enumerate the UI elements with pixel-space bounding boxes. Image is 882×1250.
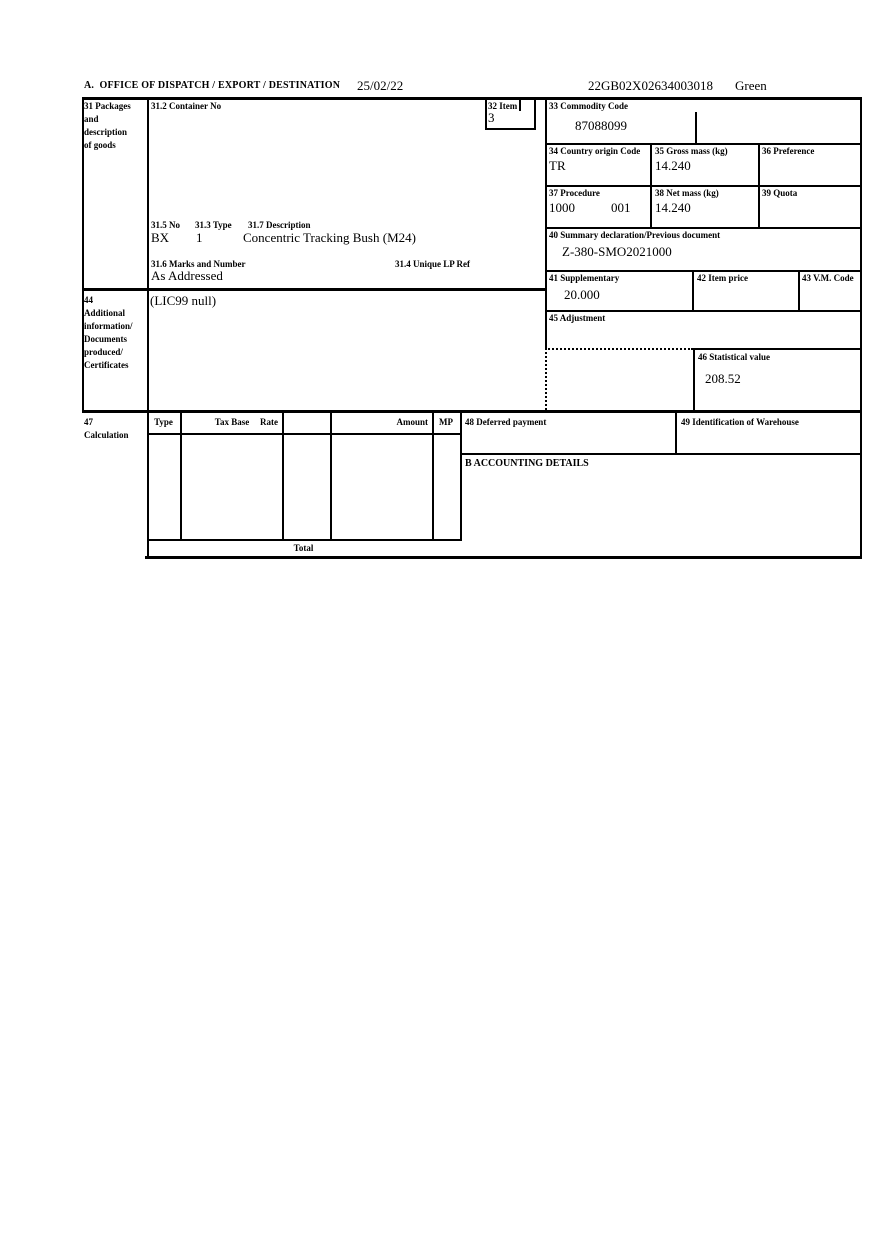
- routing-status: Green: [735, 78, 767, 93]
- office-of-dispatch-label: A. OFFICE OF DISPATCH / EXPORT / DESTINATION: [84, 80, 341, 91]
- box-40-previous-document-label: 40 Summary declaration/Previous document: [549, 230, 721, 240]
- box-39-quota-label: 39 Quota: [762, 188, 798, 198]
- declaration-date: 25/02/22: [357, 78, 404, 93]
- grid-line: [460, 453, 862, 455]
- box-31-6-marks-label: 31.6 Marks and Number: [151, 259, 246, 269]
- grid-line: [693, 348, 695, 410]
- calc-total-label: Total: [293, 543, 314, 553]
- grid-line: [485, 128, 536, 130]
- grid-line: [545, 227, 862, 229]
- grid-line: [798, 270, 800, 310]
- grid-line: [545, 185, 862, 187]
- grid-line: [650, 143, 652, 227]
- calc-col-type-header: Type: [154, 417, 173, 427]
- grid-line: [147, 539, 460, 541]
- box-37-procedure-value-1: 1000: [549, 200, 575, 215]
- calc-col-mp-header: MP: [439, 417, 453, 427]
- box-31-4-unique-lp-ref-label: 31.4 Unique LP Ref: [395, 259, 471, 269]
- box-40-previous-document-value: Z-380-SMO2021000: [562, 244, 672, 259]
- box-43-vm-code-label: 43 V.M. Code: [802, 273, 854, 283]
- grid-line: [485, 97, 487, 130]
- box-44-additional-info-value: (LIC99 null): [150, 293, 217, 308]
- grid-line: [545, 97, 547, 348]
- box-31-7-description-label: 31.7 Description: [248, 220, 311, 230]
- box-47-calculation-label: 47 Calculation: [84, 417, 129, 440]
- box-33-commodity-code-label: 33 Commodity Code: [549, 101, 628, 111]
- box-31-7-description-value: Concentric Tracking Bush (M24): [243, 230, 416, 245]
- grid-line: [282, 413, 284, 541]
- box-46-statistical-value-label: 46 Statistical value: [698, 352, 770, 362]
- calc-col-amount-header: Amount: [396, 417, 428, 427]
- dotted-grid-line: [545, 348, 693, 350]
- grid-line: [180, 413, 182, 541]
- grid-line: [860, 97, 862, 559]
- grid-line: [82, 288, 547, 291]
- box-49-warehouse-label: 49 Identification of Warehouse: [681, 417, 799, 427]
- grid-line: [330, 413, 332, 541]
- box-31-5-no-label: 31.5 No: [151, 220, 180, 230]
- box-31-6-marks-value: As Addressed: [151, 268, 223, 283]
- grid-line: [545, 143, 862, 145]
- grid-line: [695, 112, 697, 143]
- grid-line: [147, 433, 460, 435]
- declaration-reference: 22GB02X02634003018: [588, 78, 713, 93]
- box-37-procedure-label: 37 Procedure: [549, 188, 600, 198]
- box-42-item-price-label: 42 Item price: [697, 273, 748, 283]
- box-38-net-mass-label: 38 Net mass (kg): [655, 188, 719, 198]
- grid-line: [82, 410, 862, 413]
- box-45-adjustment-label: 45 Adjustment: [549, 313, 606, 323]
- box-46-statistical-value-value: 208.52: [705, 371, 741, 386]
- grid-line: [147, 97, 149, 559]
- grid-line: [545, 310, 862, 312]
- box-35-gross-mass-label: 35 Gross mass (kg): [655, 146, 728, 156]
- box-34-country-origin-value: TR: [549, 158, 566, 173]
- grid-line: [545, 270, 862, 272]
- grid-line: [82, 97, 862, 100]
- grid-line: [460, 413, 462, 541]
- box-36-preference-label: 36 Preference: [762, 146, 815, 156]
- box-44-additional-info-label: 44 Additional information/ Documents produced/ Certificates: [84, 295, 133, 370]
- grid-line: [145, 556, 862, 559]
- grid-line: [534, 97, 536, 130]
- grid-line: [675, 413, 677, 453]
- box-41-supplementary-label: 41 Supplementary: [549, 273, 620, 283]
- grid-line: [692, 270, 694, 310]
- box-33-commodity-code-value: 87088099: [575, 118, 627, 133]
- box-48-deferred-payment-label: 48 Deferred payment: [465, 417, 547, 427]
- calc-col-taxbase-header: Tax Base: [214, 417, 250, 427]
- box-b-accounting-details-label: B ACCOUNTING DETAILS: [465, 458, 589, 469]
- grid-line: [693, 348, 862, 350]
- calc-col-rate-header: Rate: [260, 417, 278, 427]
- grid-line: [758, 143, 760, 227]
- dotted-grid-line: [545, 348, 547, 410]
- box-31-3-type-label: 31.3 Type: [195, 220, 232, 230]
- box-35-gross-mass-value: 14.240: [655, 158, 691, 173]
- box-41-supplementary-value: 20.000: [564, 287, 600, 302]
- grid-line: [432, 413, 434, 541]
- box-31-5-no-value: BX: [151, 230, 170, 245]
- box-32-item-value: 3: [488, 110, 495, 125]
- box-31-packages-label: 31 Packages and description of goods: [84, 101, 131, 150]
- box-38-net-mass-value: 14.240: [655, 200, 691, 215]
- box-32-item-label: 32 Item: [488, 101, 518, 111]
- box-31-2-container-no-label: 31.2 Container No: [151, 101, 222, 111]
- grid-line: [519, 98, 521, 111]
- box-34-country-origin-label: 34 Country origin Code: [549, 146, 641, 156]
- box-31-3-type-value: 1: [196, 230, 203, 245]
- box-37-procedure-value-2: 001: [611, 200, 631, 215]
